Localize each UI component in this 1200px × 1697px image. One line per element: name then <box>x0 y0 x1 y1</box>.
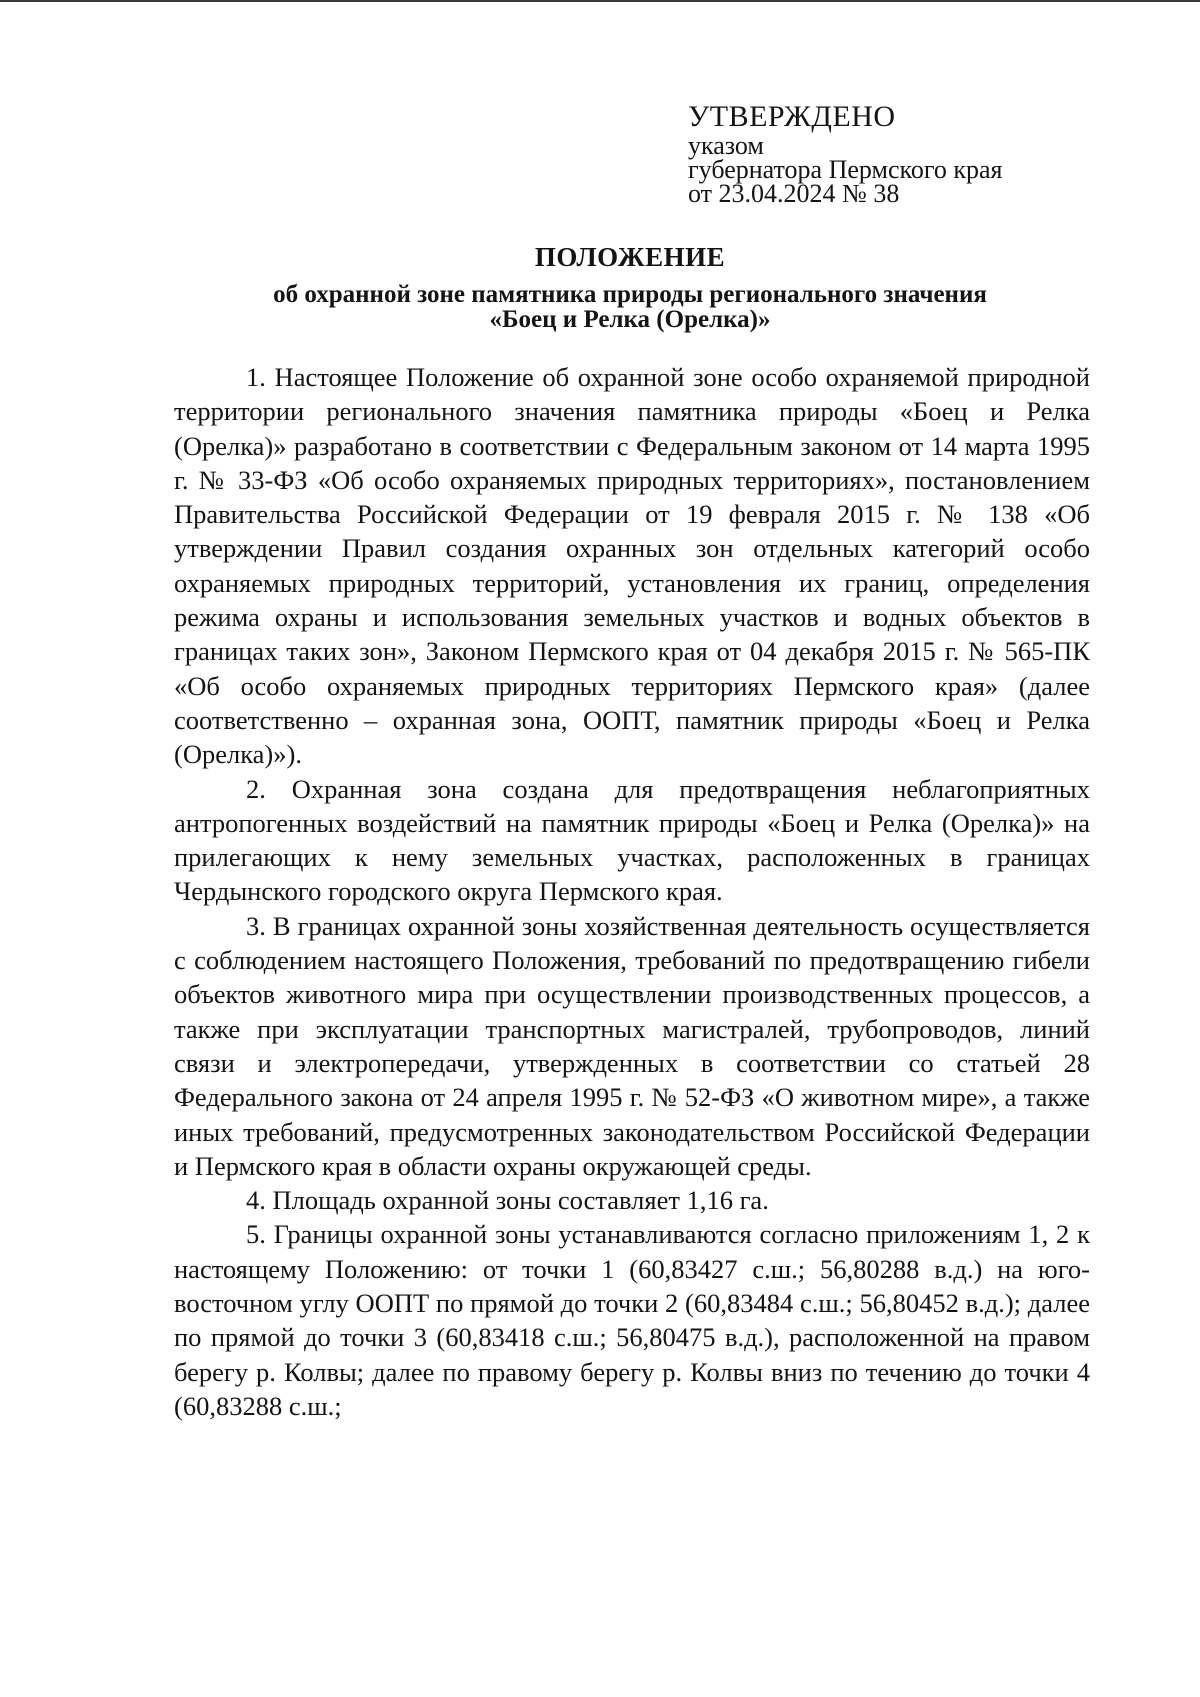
paragraph-5: 5. Границы охранной зоны устанавливаются согласно приложениям 1, 2 к настоящему Положению: от точки 1 (60,83427 с.ш.; 56,80288 в.д.) на юго-восточном углу ООПТ по прямой до точки 2 (60,83484 с.ш.; 56,80452 в.д.); далее по прямой до точки 3 (60,83418 с.ш.; 56,80475 в.д.), расположенной на правом берегу р. Колвы; далее по правому берегу р. Колвы вниз по течению до точки 4 (60,83288 с.ш.; <box>174 1219 1090 1421</box>
approval-decree-line: указом <box>688 131 764 160</box>
document-title: ПОЛОЖЕНИЕ <box>534 242 726 272</box>
paragraph-3: 3. В границах охранной зоны хозяйственная деятельность осуществляется с соблюдением настоящего Положения, требований по предотвращению гибели объектов животного мира при осуществлении производственных процессов, а также при эксплуатации транспортных магистралей, трубопроводов, линий связи и электропередачи, утвержденных в соответствии со статьей 28 Федерального закона от 24 апреля 1995 г. № 52-ФЗ «О животном мире», а также иных требований, предусмотренных законодательством Российской Федерации и Пермского края в области охраны окружающей среды. <box>174 910 1090 1181</box>
approval-date-number-line: от 23.04.2024 № 38 <box>688 179 900 208</box>
approval-stamp-block <box>688 100 1148 206</box>
paragraph-2: 2. Охранная зона создана для предотвращения неблагоприятных антропогенных воздействий на памятник природы «Боец и Релка (Орелка)» на прилегающих к нему земельных участках, расположенных в границах Чердынского городского округа Пермского края. <box>174 773 1090 907</box>
scan-edge <box>0 0 1200 2</box>
approval-heading: УТВЕРЖДЕНО <box>688 100 896 133</box>
subtitle-line-2: «Боец и Релка (Орелка)» <box>489 306 771 333</box>
approval-authority-line: губернатора Пермского края <box>688 155 1003 184</box>
document-subtitle <box>150 282 1110 332</box>
subtitle-line-1: об охранной зоне памятника природы регионального значения <box>273 281 987 308</box>
paragraph-1: 1. Настоящее Положение об охранной зоне особо охраняемой природной территории регионального значения памятника природы «Боец и Релка (Орелка)» разработано в соответствии с Федеральным законом от 14 марта 1995 г. № 33-ФЗ «Об особо охраняемых природных территориях», постановлением Правительства Российской Федерации от 19 февраля 2015 г. № 138 «Об утверждении Правил создания охранных зон отдельных категорий особо охраняемых природных территорий, установления их границ, определения режима охраны и использования земельных участков и водных объектов в границах таких зон», Законом Пермского края от 04 декабря 2015 г. № 565-ПК «Об особо охраняемых природных территориях Пермского края» (далее соответственно – охранная зона, ООПТ, памятник природы «Боец и Релка (Орелка)»). <box>174 362 1090 770</box>
paragraph-4: 4. Площадь охранной зоны составляет 1,16 га. <box>246 1185 769 1216</box>
document-body <box>174 360 1090 1423</box>
